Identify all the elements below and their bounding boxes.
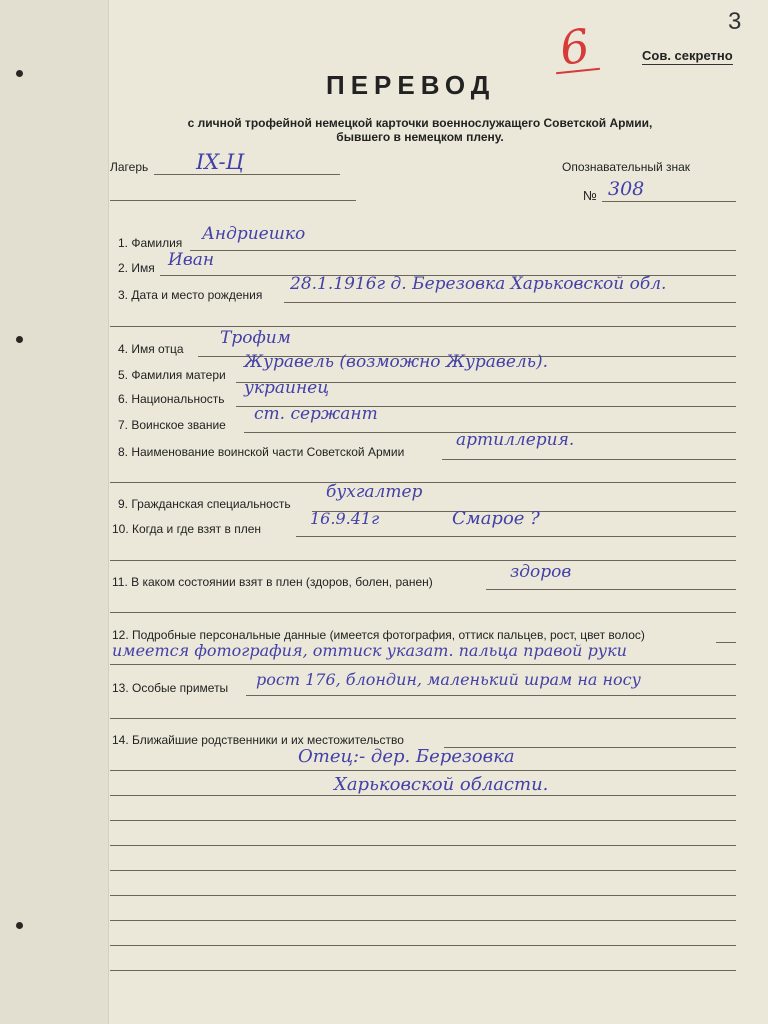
- field-label-profession: 9. Гражданская специальность: [118, 497, 291, 511]
- blank-line: [110, 845, 736, 846]
- field-line-unit: [442, 459, 736, 460]
- field-label-mother: 5. Фамилия матери: [118, 368, 226, 382]
- id-mark-prefix: №: [583, 188, 597, 203]
- field-value-birth: 28.1.1916г д. Березовка Харьковской обл.: [290, 274, 667, 294]
- field-value-surname: Андриешко: [202, 224, 306, 244]
- id-mark-value: 308: [608, 178, 645, 200]
- field-label-surname: 1. Фамилия: [118, 236, 183, 250]
- field-label-marks: 13. Особые приметы: [112, 681, 229, 695]
- id-mark-label: Опознавательный знак: [562, 160, 691, 174]
- blank-line: [110, 560, 736, 561]
- camp-label: Лагерь: [110, 160, 149, 174]
- field-label-father: 4. Имя отца: [118, 342, 184, 356]
- document-subtitle: [140, 116, 700, 144]
- blank-line: [110, 945, 736, 946]
- field-value-nationality: украинец: [244, 378, 330, 398]
- field-label-nationality: 6. Национальность: [118, 392, 225, 406]
- field-line-marks: [246, 695, 736, 696]
- subtitle-line: с личной трофейной немецкой карточки военнослужащего Советской Армии,: [187, 116, 653, 130]
- field-value-unit: артиллерия.: [456, 430, 575, 450]
- blank-line: [110, 612, 736, 613]
- blank-line: [110, 326, 736, 327]
- blank-line: [110, 200, 356, 201]
- field-line-surname: [190, 250, 736, 251]
- blank-line: [110, 718, 736, 719]
- field-label-name: 2. Имя: [118, 261, 155, 275]
- field-label-birth: 3. Дата и место рождения: [118, 288, 263, 302]
- field-label-personal: 12. Подробные персональные данные (имеется фотография, оттиск пальцев, рост, цвет волос): [112, 628, 645, 642]
- blank-line: [110, 482, 736, 483]
- secrecy-stamp: Сов. секретно: [642, 48, 733, 63]
- field-line-captured: [296, 536, 736, 537]
- field-value-captured-place: Смарое ?: [452, 508, 540, 529]
- blank-line: [110, 770, 736, 771]
- blank-line: [110, 895, 736, 896]
- field-value-mother: Журавель (возможно Журавель).: [244, 352, 548, 372]
- field-value-condition: здоров: [510, 562, 572, 582]
- field-line-personal: [110, 664, 736, 665]
- blank-line: [110, 820, 736, 821]
- page-left-margin: [0, 0, 109, 1024]
- field-value-marks: рост 176, блондин, маленький шрам на носу: [256, 670, 641, 689]
- subtitle-line: бывшего в немецком плену.: [336, 130, 504, 144]
- field-label-unit: 8. Наименование воинской части Советской Армии: [118, 445, 405, 459]
- punch-hole: [16, 70, 23, 77]
- field-value-profession: бухгалтер: [326, 482, 423, 502]
- field-label-relatives: 14. Ближайшие родственники и их местожительство: [112, 733, 404, 747]
- field-value-relatives-line2: Харьковской области.: [334, 774, 549, 795]
- field-line-birth: [284, 302, 736, 303]
- blank-line: [110, 920, 736, 921]
- field-line-condition: [486, 589, 736, 590]
- document-title: ПЕРЕВОД: [326, 70, 496, 100]
- field-line-personal: [716, 642, 736, 643]
- field-value-personal: имеется фотография, оттиск указат. пальца правой руки: [112, 641, 627, 660]
- field-value-father: Трофим: [220, 328, 291, 348]
- blank-line: [110, 870, 736, 871]
- field-label-rank: 7. Воинское звание: [118, 418, 226, 432]
- field-label-captured: 10. Когда и где взят в плен: [112, 522, 261, 536]
- punch-hole: [16, 922, 23, 929]
- punch-hole: [16, 336, 23, 343]
- field-value-captured-date: 16.9.41г: [310, 509, 380, 528]
- field-value-rank: ст. сержант: [254, 404, 378, 424]
- field-label-condition: 11. В каком состоянии взят в плен (здоров, болен, ранен): [112, 575, 433, 589]
- field-value-name: Иван: [168, 250, 215, 270]
- red-pencil-mark: 6: [556, 18, 593, 76]
- camp-value: IX-Ц: [196, 150, 244, 174]
- blank-line: [110, 970, 736, 971]
- page-number: 3: [728, 8, 742, 35]
- field-value-relatives-line1: Отец:- дер. Березовка: [298, 746, 515, 767]
- blank-line: [110, 795, 736, 796]
- camp-line: [154, 174, 340, 175]
- id-mark-line: [602, 201, 736, 202]
